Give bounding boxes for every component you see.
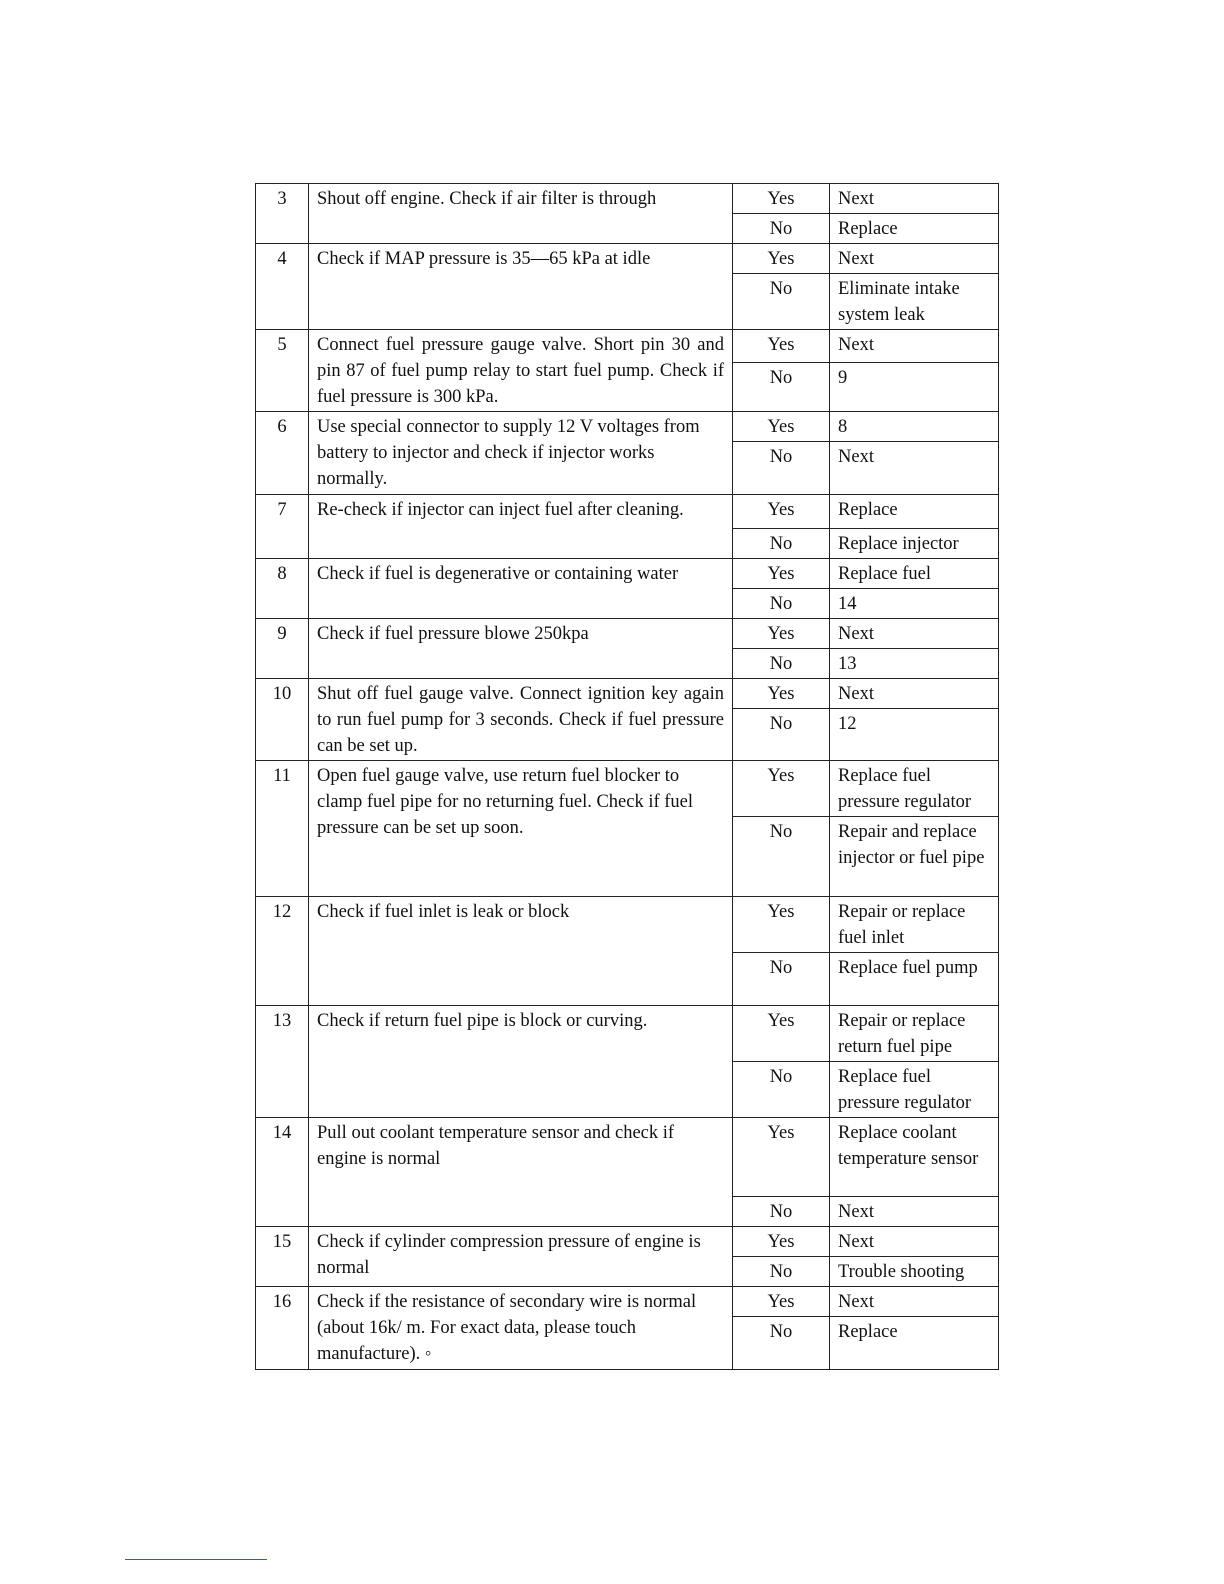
step-number: 12: [256, 897, 309, 1006]
yes-label: Yes: [733, 559, 830, 589]
no-label: No: [733, 1257, 830, 1287]
step-description: Check if cylinder compression pressure of engine is normal: [309, 1227, 733, 1287]
no-action: Replace fuel pump: [830, 953, 999, 1006]
table-row: [256, 619, 999, 649]
table-row: [256, 495, 999, 529]
yes-label: Yes: [733, 679, 830, 709]
no-label: No: [733, 214, 830, 244]
yes-label: Yes: [733, 761, 830, 817]
step-description: Re-check if injector can inject fuel after cleaning.: [309, 495, 733, 559]
table-row: [256, 244, 999, 274]
table-row: [256, 1227, 999, 1257]
step-description: Shut off fuel gauge valve. Connect ignition key again to run fuel pump for 3 seconds. Check if fuel pressure can be set up.: [309, 679, 733, 761]
yes-label: Yes: [733, 1118, 830, 1197]
no-label: No: [733, 1197, 830, 1227]
yes-label: Yes: [733, 412, 830, 442]
step-number: 7: [256, 495, 309, 559]
no-label: No: [733, 709, 830, 761]
yes-action: Next: [830, 330, 999, 363]
step-number: 13: [256, 1006, 309, 1118]
yes-label: Yes: [733, 495, 830, 529]
yes-label: Yes: [733, 619, 830, 649]
no-action: Replace fuel pressure regulator: [830, 1062, 999, 1118]
step-description: Check if MAP pressure is 35—65 kPa at idle: [309, 244, 733, 330]
table-row: [256, 679, 999, 709]
yes-action: Replace fuel pressure regulator: [830, 761, 999, 817]
step-description: Shout off engine. Check if air filter is through: [309, 184, 733, 244]
yes-action: Next: [830, 244, 999, 274]
table-row: [256, 1287, 999, 1317]
step-number: 10: [256, 679, 309, 761]
yes-label: Yes: [733, 1006, 830, 1062]
table-row: [256, 330, 999, 363]
step-description: Check if return fuel pipe is block or curving.: [309, 1006, 733, 1118]
yes-action: Replace coolant temperature sensor: [830, 1118, 999, 1197]
no-action: Replace injector: [830, 529, 999, 559]
diagnosis-table: [255, 183, 999, 1370]
no-action: 9: [830, 363, 999, 412]
yes-label: Yes: [733, 330, 830, 363]
no-label: No: [733, 817, 830, 897]
no-action: Next: [830, 442, 999, 495]
no-label: No: [733, 1317, 830, 1370]
step-number: 14: [256, 1118, 309, 1227]
no-label: No: [733, 363, 830, 412]
table-row: [256, 897, 999, 953]
yes-action: 8: [830, 412, 999, 442]
table-row: [256, 559, 999, 589]
no-action: Trouble shooting: [830, 1257, 999, 1287]
no-action: 14: [830, 589, 999, 619]
step-number: 4: [256, 244, 309, 330]
table-row: [256, 761, 999, 817]
step-number: 5: [256, 330, 309, 412]
no-action: 12: [830, 709, 999, 761]
yes-label: Yes: [733, 244, 830, 274]
table-row: [256, 1006, 999, 1062]
step-description: Pull out coolant temperature sensor and check if engine is normal: [309, 1118, 733, 1227]
table-row: [256, 1118, 999, 1197]
no-label: No: [733, 442, 830, 495]
no-action: 13: [830, 649, 999, 679]
no-label: No: [733, 953, 830, 1006]
no-label: No: [733, 589, 830, 619]
yes-action: Repair or replace return fuel pipe: [830, 1006, 999, 1062]
yes-label: Yes: [733, 897, 830, 953]
step-number: 11: [256, 761, 309, 897]
step-number: 3: [256, 184, 309, 244]
step-description: Check if fuel pressure blowe 250kpa: [309, 619, 733, 679]
table-row: [256, 412, 999, 442]
no-action: Repair and replace injector or fuel pipe: [830, 817, 999, 897]
yes-action: Next: [830, 679, 999, 709]
yes-label: Yes: [733, 1227, 830, 1257]
yes-action: Replace: [830, 495, 999, 529]
yes-action: Next: [830, 1227, 999, 1257]
step-description: Check if the resistance of secondary wire is normal (about 16k/ m. For exact data, please touch manufacture). ◦: [309, 1287, 733, 1370]
step-number: 8: [256, 559, 309, 619]
footnote-separator: [125, 1559, 267, 1560]
yes-action: Next: [830, 184, 999, 214]
no-action: Eliminate intake system leak: [830, 274, 999, 330]
no-label: No: [733, 529, 830, 559]
no-label: No: [733, 1062, 830, 1118]
no-label: No: [733, 274, 830, 330]
yes-action: Next: [830, 619, 999, 649]
yes-label: Yes: [733, 1287, 830, 1317]
no-label: No: [733, 649, 830, 679]
table-row: [256, 184, 999, 214]
step-number: 16: [256, 1287, 309, 1370]
no-action: Replace: [830, 1317, 999, 1370]
no-action: Next: [830, 1197, 999, 1227]
step-number: 15: [256, 1227, 309, 1287]
yes-label: Yes: [733, 184, 830, 214]
yes-action: Next: [830, 1287, 999, 1317]
step-number: 9: [256, 619, 309, 679]
step-description: Check if fuel inlet is leak or block: [309, 897, 733, 1006]
step-description: Check if fuel is degenerative or containing water: [309, 559, 733, 619]
yes-action: Replace fuel: [830, 559, 999, 589]
no-action: Replace: [830, 214, 999, 244]
step-number: 6: [256, 412, 309, 495]
step-description: Use special connector to supply 12 V voltages from battery to injector and check if injector works normally.: [309, 412, 733, 495]
step-description: Connect fuel pressure gauge valve. Short pin 30 and pin 87 of fuel pump relay to start fuel pump. Check if fuel pressure is 300 kPa.: [309, 330, 733, 412]
yes-action: Repair or replace fuel inlet: [830, 897, 999, 953]
step-description: Open fuel gauge valve, use return fuel blocker to clamp fuel pipe for no returning fuel. Check if fuel pressure can be set up soon.: [309, 761, 733, 897]
